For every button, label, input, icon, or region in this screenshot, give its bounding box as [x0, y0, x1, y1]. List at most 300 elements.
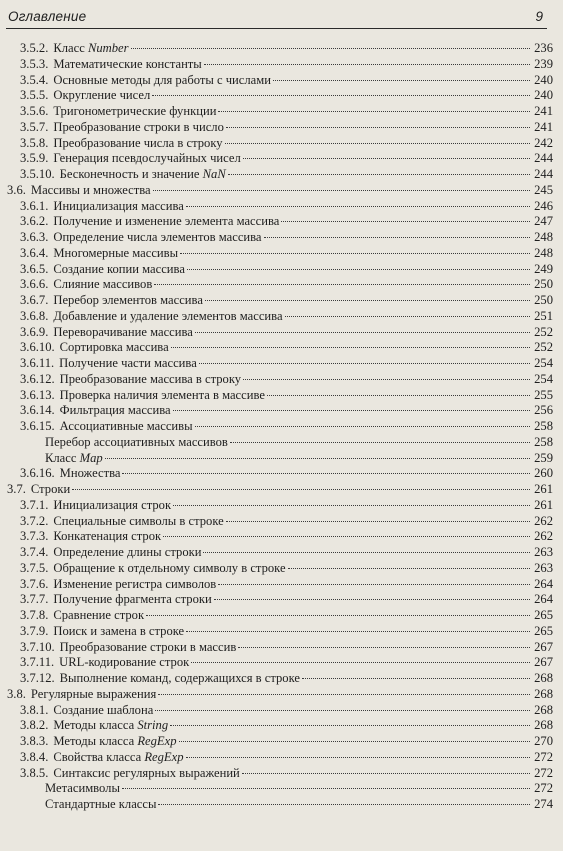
toc-entry [0, 734, 563, 750]
dot-leader [214, 599, 530, 600]
toc-entry-page: 240 [534, 88, 553, 103]
toc-entry-title-text: Преобразование строки в массив [59, 639, 237, 654]
toc-entry-title [53, 57, 201, 73]
toc-entry-title [60, 640, 237, 656]
toc-entry-title [60, 388, 265, 404]
toc-entry-page: 244 [534, 167, 553, 181]
toc-entry [0, 214, 563, 230]
toc-entry [0, 57, 563, 73]
toc-entry-number: 3.6.8. [20, 308, 49, 323]
toc-entry-title [53, 41, 128, 57]
toc-entry [0, 671, 563, 687]
header-title: Оглавление [8, 9, 87, 24]
dot-leader [180, 253, 530, 254]
toc-entry-page: 262 [534, 529, 553, 544]
dot-leader [242, 773, 530, 774]
toc-entry [0, 277, 563, 293]
toc-entry-page: 249 [534, 261, 553, 276]
dot-leader [154, 284, 530, 285]
toc-entry-title [53, 151, 240, 167]
toc-entry-title-text: Основные методы для работы с числами [53, 72, 271, 87]
toc-entry-title [45, 435, 228, 451]
toc-entry-page: 258 [534, 419, 553, 433]
toc-entry-number: 3.7.11. [20, 655, 55, 670]
toc-entry-number: 3.7.5. [20, 560, 49, 575]
toc-entry-title-italic: String [137, 718, 169, 733]
toc-entry-title [53, 703, 153, 719]
toc-entry-title [45, 797, 156, 813]
toc-entry [0, 655, 563, 671]
toc-entry-page: 239 [534, 56, 553, 71]
toc-entry-page: 256 [534, 403, 553, 418]
toc-entry-number: 3.8. [7, 686, 26, 701]
toc-entry-title [53, 608, 144, 624]
toc-entry-title [53, 262, 185, 278]
toc-entry-page: 255 [534, 387, 553, 402]
toc-entry-number: 3.5.10. [20, 167, 55, 181]
toc-entry-title-italic: RegExp [144, 749, 184, 764]
toc-entry [0, 498, 563, 514]
dot-leader [186, 631, 530, 632]
toc-entry-title [53, 577, 216, 593]
toc-entry-title-italic: Number [87, 41, 129, 55]
toc-entry [0, 766, 563, 782]
toc-entry-title [53, 545, 201, 561]
toc-entry-page: 248 [534, 245, 553, 260]
toc-entry-title [53, 73, 271, 89]
toc-entry [0, 529, 563, 545]
toc-entry-title-text: Округление чисел [53, 88, 151, 103]
toc-entry-page: 263 [534, 560, 553, 575]
toc-entry-title-text: Определение длины строки [53, 545, 202, 559]
toc-entry-page: 274 [534, 797, 553, 811]
toc-entry-page: 267 [534, 655, 553, 670]
toc-entry-number: 3.8.3. [20, 734, 49, 748]
dot-leader [264, 237, 530, 238]
toc-entry [0, 309, 563, 325]
dot-leader [267, 395, 530, 396]
toc-entry-page: 265 [534, 623, 553, 638]
toc-entry [0, 104, 563, 120]
toc-entry-number: 3.6.10. [20, 340, 55, 355]
header-page-number: 9 [535, 9, 543, 24]
toc-entry-title-text: Проверка наличия элемента в массиве [59, 387, 265, 402]
dot-leader [158, 804, 530, 805]
toc-entry [0, 73, 563, 89]
toc-entry-title-text: Перебор ассоциативных массивов [45, 434, 228, 449]
toc-entry [0, 703, 563, 719]
toc-entry-number: 3.7.4. [20, 545, 49, 559]
toc-entry-title-text: Создание копии массива [53, 261, 185, 276]
toc-entry-title-text: Регулярные выражения [30, 686, 157, 701]
dot-leader [152, 95, 530, 96]
toc-entry-title [53, 624, 184, 640]
dot-leader [186, 757, 531, 758]
dot-leader [205, 300, 530, 301]
toc-entry-page: 261 [534, 497, 553, 512]
toc-entry [0, 356, 563, 372]
dot-leader [225, 143, 530, 144]
toc-entry-title-text: Добавление и удаление элементов массива [53, 308, 283, 323]
toc-entry [0, 372, 563, 388]
toc-entry [0, 293, 563, 309]
toc-entry-number: 3.6.5. [20, 261, 49, 276]
toc-entry-title [53, 230, 261, 246]
toc-entry-title [53, 293, 203, 309]
toc-entry [0, 561, 563, 577]
toc-entry-title [59, 356, 197, 372]
toc-entry-title [53, 498, 171, 514]
toc-entry-title [31, 482, 70, 498]
toc-entry [0, 781, 563, 797]
toc-entry-page: 259 [534, 450, 553, 465]
toc-entry-page: 244 [534, 151, 553, 166]
toc-entry [0, 151, 563, 167]
toc-entry-page: 246 [534, 198, 553, 213]
toc-entry-page: 270 [534, 734, 553, 748]
toc-entry-title [60, 419, 193, 435]
toc-entry-number: 3.7.10. [20, 639, 55, 654]
dot-leader [288, 568, 530, 569]
toc-entry-page: 240 [534, 72, 553, 87]
toc-entry-number: 3.5.3. [20, 56, 49, 71]
dot-leader [173, 505, 530, 506]
toc-entry-number: 3.5.6. [20, 104, 49, 118]
toc-entry-title-text: Создание шаблона [53, 702, 154, 717]
toc-entry-page: 264 [534, 576, 553, 591]
toc-entry-title-text: Переворачивание массива [53, 324, 193, 339]
toc-entry-title [53, 199, 184, 215]
dot-leader [243, 379, 530, 380]
dot-leader [72, 489, 530, 490]
toc-entry [0, 592, 563, 608]
toc-entry-number: 3.6.13. [20, 387, 55, 402]
toc-entry-number: 3.5.8. [20, 135, 49, 150]
toc-entry-page: 272 [534, 765, 553, 780]
toc-entry-title-text: Преобразование массива в строку [59, 371, 242, 386]
toc-entry-page: 250 [534, 293, 553, 307]
toc-entry-number: 3.5.9. [20, 151, 49, 166]
toc-entry [0, 435, 563, 451]
toc-entry-title [53, 750, 183, 766]
toc-entry-title-italic: RegExp [137, 734, 177, 748]
toc-entry-page: 263 [534, 545, 553, 559]
toc-entry-number: 3.6. [7, 182, 26, 197]
toc-entry-page: 265 [534, 608, 553, 622]
dot-leader [281, 221, 530, 222]
toc-entry-page: 241 [534, 104, 553, 118]
toc-entry-title-text: Массивы и множества [30, 182, 151, 197]
toc-entry-page: 264 [534, 592, 553, 607]
toc-entry [0, 624, 563, 640]
toc-entry-number: 3.8.2. [20, 718, 49, 733]
dot-leader [171, 347, 530, 348]
dot-leader [195, 426, 530, 427]
toc-entry-page: 250 [534, 277, 553, 292]
toc-entry-number: 3.8.4. [20, 749, 49, 764]
dot-leader [243, 158, 530, 159]
toc-entry [0, 88, 563, 104]
toc-entry-title-text: Синтаксис регулярных выражений [53, 765, 240, 780]
toc-entry-number: 3.6.1. [20, 198, 49, 213]
toc-entry-page: 245 [534, 182, 553, 197]
toc-entry [0, 750, 563, 766]
toc-entry-title [59, 655, 189, 671]
toc-entry-number: 3.7.3. [20, 529, 49, 544]
toc-entry-title [60, 372, 241, 388]
dot-leader [122, 473, 530, 474]
toc-entry [0, 545, 563, 561]
toc-entry-title [31, 183, 151, 199]
toc-entry [0, 482, 563, 498]
toc-entry-title [60, 167, 226, 183]
toc-entry-title [60, 466, 121, 482]
toc-entry [0, 577, 563, 593]
toc-entry-number: 3.5.7. [20, 119, 49, 134]
toc-entry-number: 3.5.2. [20, 41, 49, 55]
toc-entry-number: 3.6.14. [20, 403, 55, 418]
toc-entry-page: 260 [534, 466, 553, 481]
toc-entry-title-text: Слияние массивов [53, 277, 153, 292]
toc-entry [0, 41, 563, 57]
toc-entry-title [53, 766, 239, 782]
toc-entry-title [45, 451, 103, 467]
toc-entry [0, 340, 563, 356]
toc-entry-page: 262 [534, 513, 553, 528]
dot-leader [146, 615, 530, 616]
toc-entry-number: 3.6.11. [20, 356, 55, 370]
toc-entry [0, 183, 563, 199]
toc-entry-page: 247 [534, 214, 553, 229]
toc-entry-number: 3.7.6. [20, 576, 49, 591]
toc-entry-title-text: Свойства класса [53, 749, 145, 764]
toc-entry-title [60, 671, 300, 687]
toc-entry-title-text: URL-кодирование строк [59, 655, 190, 670]
toc-entry-number: 3.6.16. [20, 466, 55, 481]
dot-leader [105, 458, 530, 459]
toc-entry-title [53, 88, 150, 104]
toc-entry-title-text: Генерация псевдослучайных чисел [53, 151, 241, 166]
toc-entry-title [53, 246, 178, 262]
toc-entry [0, 262, 563, 278]
toc-entry-title-text: Класс [53, 41, 88, 55]
toc-entry-title-text: Стандартные классы [45, 797, 157, 811]
toc-entry-number: 3.8.5. [20, 765, 49, 780]
toc-entry-number: 3.7.7. [20, 592, 49, 607]
dot-leader [122, 788, 530, 789]
toc-entry-number: 3.7.9. [20, 623, 49, 638]
toc-entry-number: 3.5.5. [20, 88, 49, 103]
dot-leader [187, 269, 530, 270]
toc-entry-title-text: Бесконечность и значение [59, 167, 203, 181]
toc-entry-page: 254 [534, 356, 553, 370]
toc-entry-title-text: Класс [45, 450, 80, 465]
toc-entry [0, 388, 563, 404]
toc-entry-title [45, 781, 120, 797]
toc-entry-page: 268 [534, 686, 553, 701]
toc-entry-title-text: Инициализация строк [53, 497, 172, 512]
toc-entry-title [60, 403, 171, 419]
toc-entry-title-text: Инициализация массива [53, 198, 184, 213]
toc-entry-number: 3.5.4. [20, 72, 49, 87]
toc-entry-title [53, 214, 279, 230]
dot-leader [153, 190, 530, 191]
toc-entry-title-text: Сортировка массива [59, 340, 169, 355]
toc-entry-title [53, 136, 222, 152]
dot-leader [285, 316, 530, 317]
toc-entry-title-text: Ассоциативные массивы [59, 419, 193, 433]
toc-entry-title-text: Фильтрация массива [59, 403, 171, 418]
table-of-contents [0, 41, 563, 813]
dot-leader [155, 710, 530, 711]
toc-entry-number: 3.6.7. [20, 293, 49, 307]
dot-leader [191, 662, 530, 663]
toc-entry-title-text: Конкатенация строк [53, 529, 162, 544]
dot-leader [131, 48, 530, 49]
toc-entry-title-text: Сравнение строк [53, 608, 145, 622]
toc-entry-title-text: Строки [30, 482, 71, 496]
toc-entry [0, 640, 563, 656]
toc-entry-page: 242 [534, 135, 553, 150]
toc-entry-title [53, 529, 161, 545]
toc-entry-number: 3.6.9. [20, 324, 49, 339]
toc-entry-title-text: Обращение к отдельному символу в строке [53, 560, 286, 575]
toc-entry-title-text: Математические константы [53, 56, 202, 71]
toc-entry-page: 268 [534, 718, 553, 733]
toc-entry-title [53, 718, 168, 734]
toc-entry-page: 248 [534, 230, 553, 244]
toc-entry-number: 3.7.12. [20, 671, 55, 685]
toc-entry-title [31, 687, 156, 703]
toc-entry-title-text: Метасимволы [45, 781, 120, 796]
toc-entry-title-italic: Map [79, 450, 103, 465]
dot-leader [173, 410, 530, 411]
toc-entry-page: 254 [534, 371, 553, 386]
dot-leader [238, 647, 530, 648]
toc-entry-title [53, 120, 224, 136]
toc-entry [0, 230, 563, 246]
toc-entry-page: 252 [534, 324, 553, 339]
toc-entry-number: 3.7.2. [20, 513, 49, 528]
running-header [6, 6, 547, 29]
toc-entry-page: 272 [534, 749, 553, 764]
toc-entry-title-text: Методы класса [53, 718, 138, 733]
dot-leader [302, 678, 530, 679]
toc-entry-title-text: Преобразование строки в число [53, 119, 224, 134]
dot-leader [158, 694, 530, 695]
toc-entry-title-italic: NaN [202, 167, 226, 181]
toc-entry [0, 246, 563, 262]
toc-entry-title-text: Множества [59, 466, 121, 481]
toc-entry-page: 272 [534, 781, 553, 796]
toc-entry-number: 3.7.8. [20, 608, 49, 622]
toc-entry [0, 167, 563, 183]
toc-entry [0, 325, 563, 341]
toc-entry-page: 241 [534, 119, 553, 134]
dot-leader [273, 80, 530, 81]
toc-entry-number: 3.8.1. [20, 702, 49, 717]
dot-leader [226, 127, 530, 128]
toc-entry-title-text: Тригонометрические функции [53, 104, 217, 118]
toc-entry [0, 797, 563, 813]
dot-leader [203, 552, 530, 553]
dot-leader [179, 741, 531, 742]
toc-entry [0, 718, 563, 734]
toc-entry-title-text: Многомерные массивы [53, 245, 179, 260]
toc-entry-page: 268 [534, 702, 553, 717]
toc-entry-page: 267 [534, 639, 553, 654]
toc-entry [0, 199, 563, 215]
toc-entry-title-text: Поиск и замена в строке [53, 623, 185, 638]
dot-leader [195, 332, 530, 333]
dot-leader [170, 725, 530, 726]
toc-entry-number: 3.6.6. [20, 277, 49, 292]
toc-entry-title [53, 325, 193, 341]
toc-entry-title-text: Выполнение команд, содержащихся в строке [59, 671, 300, 685]
dot-leader [218, 584, 530, 585]
toc-entry-title [53, 104, 216, 120]
toc-entry [0, 687, 563, 703]
dot-leader [228, 174, 530, 175]
toc-entry-title-text: Специальные символы в строке [53, 513, 224, 528]
toc-entry-title [53, 277, 152, 293]
toc-entry-number: 3.6.2. [20, 214, 49, 229]
toc-entry-page: 251 [534, 308, 553, 323]
toc-entry [0, 451, 563, 467]
toc-entry-title-text: Получение и изменение элемента массива [53, 214, 280, 229]
toc-entry [0, 120, 563, 136]
toc-entry-title-text: Методы класса [53, 734, 138, 748]
toc-entry-page: 261 [534, 482, 553, 496]
dot-leader [218, 111, 530, 112]
toc-entry-page: 268 [534, 671, 553, 685]
toc-entry-title [53, 592, 211, 608]
toc-entry-number: 3.7. [7, 482, 26, 496]
toc-entry [0, 466, 563, 482]
toc-entry-title [53, 561, 285, 577]
toc-entry [0, 419, 563, 435]
toc-entry-title-text: Получение фрагмента строки [53, 592, 212, 607]
toc-entry [0, 608, 563, 624]
toc-entry-page: 258 [534, 434, 553, 449]
toc-entry-page: 236 [534, 41, 553, 55]
dot-leader [199, 363, 530, 364]
toc-entry-number: 3.6.15. [20, 419, 55, 433]
toc-entry-title [60, 340, 169, 356]
toc-entry-number: 3.6.12. [20, 371, 55, 386]
dot-leader [186, 206, 530, 207]
toc-entry [0, 403, 563, 419]
toc-entry-title [53, 734, 176, 750]
dot-leader [163, 536, 530, 537]
toc-entry-title [53, 514, 223, 530]
toc-entry-title-text: Перебор элементов массива [53, 293, 203, 307]
toc-entry-title [53, 309, 282, 325]
toc-entry-number: 3.6.3. [20, 230, 49, 244]
toc-entry-title-text: Получение части массива [59, 356, 197, 370]
toc-entry-number: 3.7.1. [20, 497, 49, 512]
dot-leader [204, 64, 530, 65]
toc-entry [0, 136, 563, 152]
toc-entry [0, 514, 563, 530]
toc-entry-title-text: Определение числа элементов массива [53, 230, 262, 244]
dot-leader [230, 442, 530, 443]
dot-leader [226, 521, 530, 522]
toc-entry-number: 3.6.4. [20, 245, 49, 260]
toc-entry-page: 252 [534, 340, 553, 355]
toc-entry-title-text: Преобразование числа в строку [53, 135, 223, 150]
toc-entry-title-text: Изменение регистра символов [53, 576, 217, 591]
